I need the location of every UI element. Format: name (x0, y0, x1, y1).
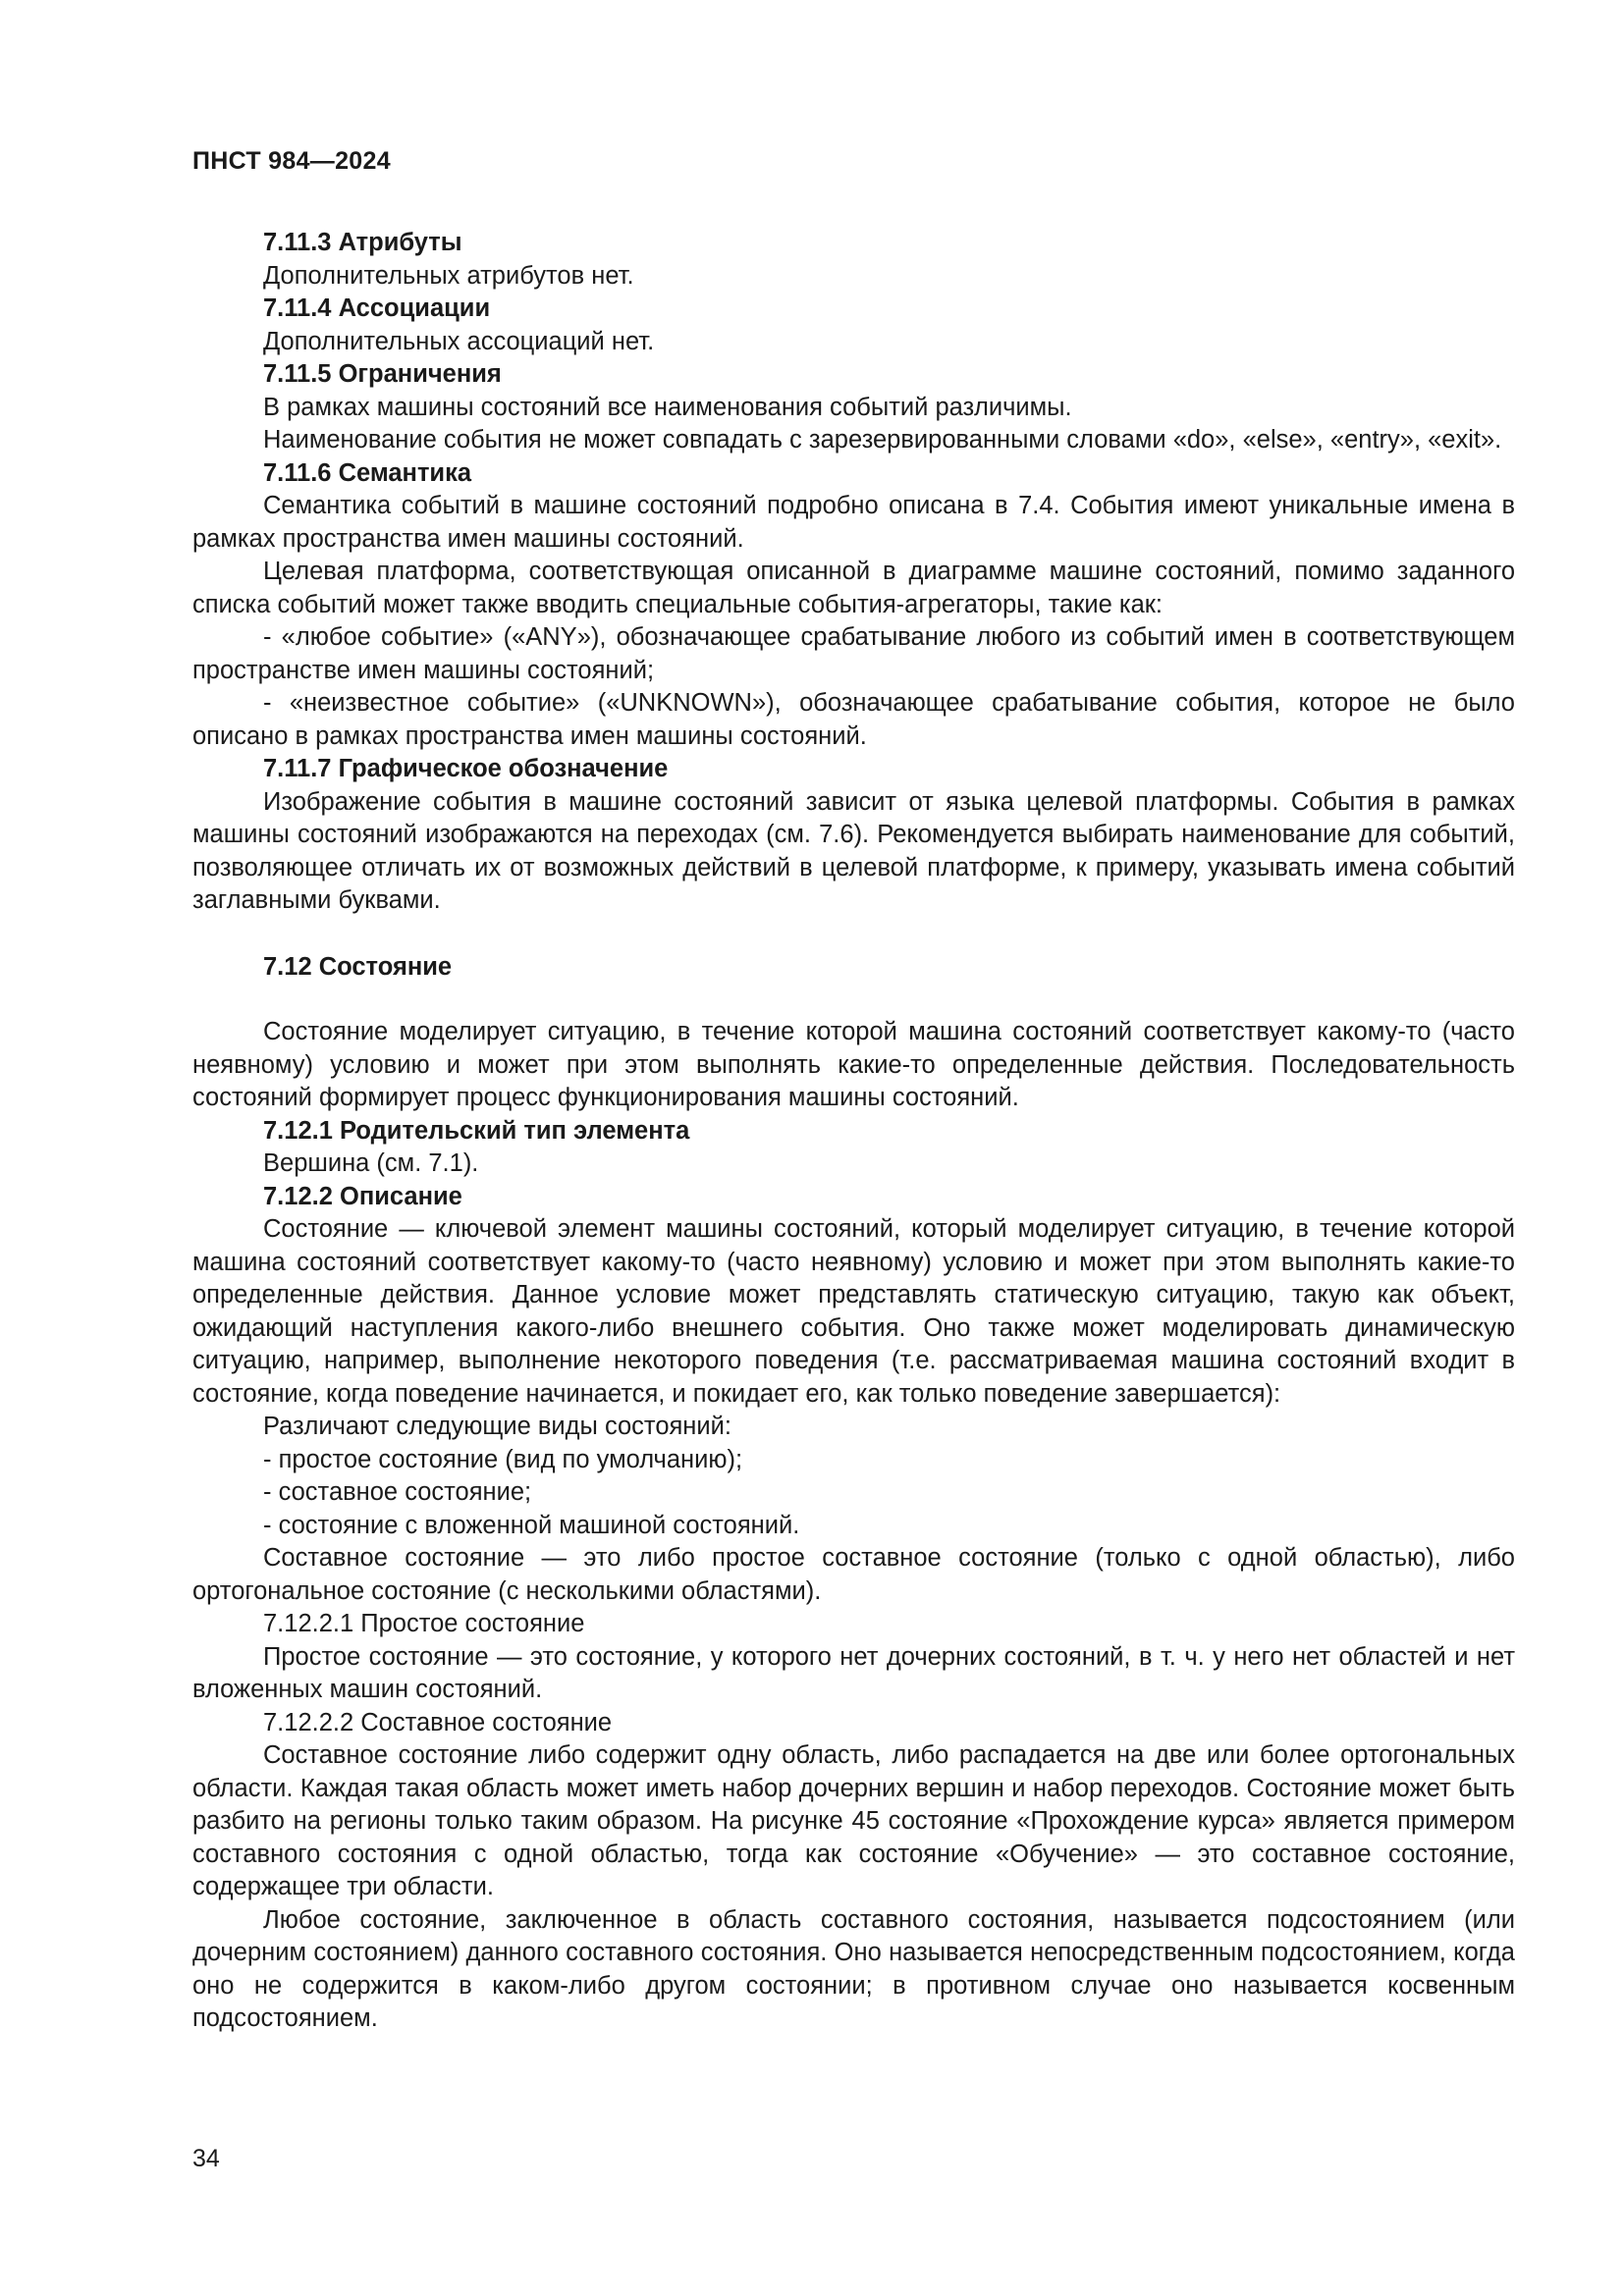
clause-heading: 7.12.2.1 Простое состояние (263, 1610, 585, 1637)
page-number: 34 (192, 2145, 220, 2172)
paragraph: - «неизвестное событие» («UNKNOWN»), обозначающее срабатывание события, которое не было описано в рамках пространства имен машины состояний. (192, 689, 1515, 750)
document-header: ПНСТ 984—2024 (192, 147, 391, 175)
paragraph: Целевая платформа, соответствующая описанной в диаграмме машине состояний, помимо заданного списка событий может также вводить специальные события-агрегаторы, такие как: (192, 558, 1515, 618)
list-item: - составное состояние; (263, 1478, 532, 1506)
paragraph: Изображение события в машине состояний зависит от языка целевой платформы. События в рамках машины состояний изображаются на переходах (см. 7.6). Рекомендуется выбирать наименование для событий, позволяющее отличать их от возможных действий в целевой платформе, к примеру, указывать имена событий заглавными буквами. (192, 787, 1515, 914)
subsection-heading: 7.11.7 Графическое обозначение (263, 755, 669, 782)
paragraph: В рамках машины состояний все наименования событий различимы. (263, 393, 1072, 421)
section-heading: 7.12 Состояние (263, 952, 453, 981)
paragraph: Состояние — ключевой элемент машины состояний, который моделирует ситуацию, в течение которой машина состояний соответствует какому-то (часто неявному) условию и может при этом выполнять какие-то определенные действия. Данное условие может представлять статическую ситуацию, такую как объект, ожидающий наступления какого-либо внешнего события. Оно также может моделировать динамическую ситуацию, например, выполнение некоторого поведения (т.е. рассматриваемая машина состояний входит в состояние, когда поведение начинается, и покидает его, как только поведение завершается): (192, 1215, 1515, 1408)
document-body (192, 227, 1515, 2036)
paragraph: Составное состояние либо содержит одну область, либо распадается на две или более ортогональных области. Каждая такая область может иметь набор дочерних вершин и набор переходов. Состояние может быть разбито на регионы только таким образом. На рисунке 45 состояние «Прохождение курса» является примером составного состояния с одной областью, тогда как состояние «Обучение» — это составное состояние, содержащее три области. (192, 1741, 1515, 1900)
paragraph: Состояние моделирует ситуацию, в течение которой машина состояний соответствует какому-то (часто неявному) условию и может при этом выполнять какие-то определенные действия. Последовательность состояний формирует процесс функционирования машины состояний. (192, 1018, 1515, 1111)
paragraph: Различают следующие виды состояний: (263, 1413, 731, 1440)
subsection-heading: 7.12.2 Описание (263, 1182, 462, 1210)
subsection-heading: 7.11.6 Семантика (263, 458, 472, 487)
paragraph: Наименование события не может совпадать с зарезервированными словами «do», «else», «entry», «exit». (263, 426, 1502, 454)
paragraph: Простое состояние — это состояние, у которого нет дочерних состояний, в т. ч. у него нет областей и нет вложенных машин состояний. (192, 1642, 1515, 1703)
paragraph: Любое состояние, заключенное в область составного состояния, называется подсостоянием (или дочерним состоянием) данного составного состояния. Оно называется непосредственным подсостоянием, когда оно не содержится в каком-либо другом состоянии; в противном случае оно называется косвенным подсостоянием. (192, 1905, 1515, 2032)
list-item: - состояние с вложенной машиной состояний. (263, 1511, 800, 1539)
subsection-heading: 7.11.5 Ограничения (263, 360, 502, 388)
subsection-heading: 7.11.4 Ассоциации (263, 294, 491, 322)
paragraph: - «любое событие» («ANY»), обозначающее срабатывание любого из событий имен в соответствующем пространстве имен машины состояний; (192, 623, 1515, 684)
paragraph: Дополнительных атрибутов нет. (263, 261, 634, 290)
list-item: - простое состояние (вид по умолчанию); (263, 1445, 743, 1473)
subsection-heading: 7.11.3 Атрибуты (263, 229, 462, 256)
paragraph: Вершина (см. 7.1). (263, 1149, 479, 1177)
paragraph: Семантика событий в машине состояний подробно описана в 7.4. События имеют уникальные имена в рамках пространства имен машины состояний. (192, 492, 1515, 553)
clause-heading: 7.12.2.2 Составное состояние (263, 1708, 613, 1736)
paragraph: Составное состояние — это либо простое составное состояние (только с одной областью), либо ортогональное состояние (с несколькими областями). (192, 1544, 1515, 1605)
paragraph: Дополнительных ассоциаций нет. (263, 327, 655, 355)
subsection-heading: 7.12.1 Родительский тип элемента (263, 1116, 690, 1145)
